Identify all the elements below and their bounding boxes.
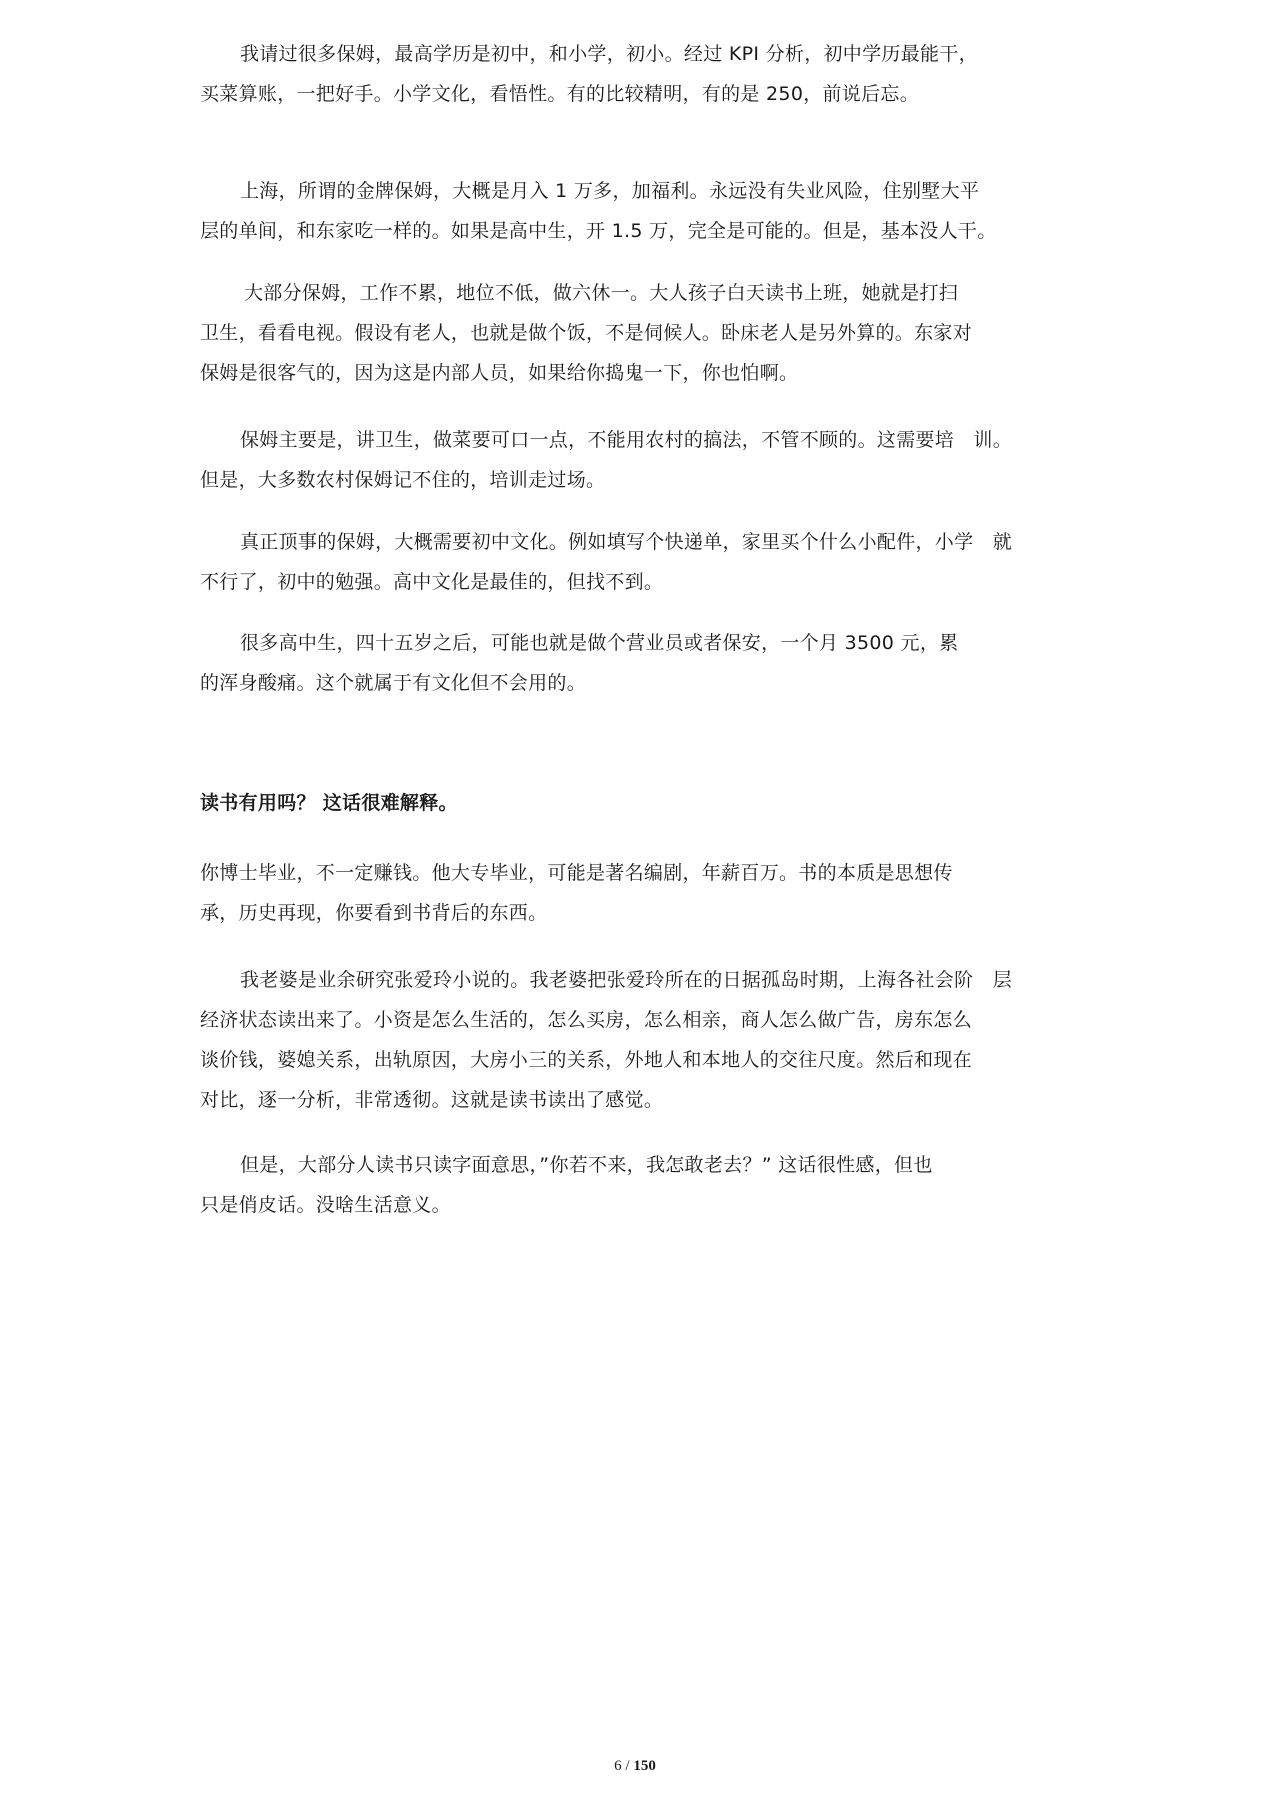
total-page-count: 150 [633,1758,656,1774]
text-line: 买菜算账，一把好手。小学文化，看悟性。有的比较精明，有的是 250，前说后忘。 [200,83,920,105]
text-line: 你博士毕业，不一定赚钱。他大专毕业，可能是著名编剧，年薪百万。书的本质是思想传 [200,862,953,884]
current-page-number: 6 [614,1758,622,1774]
text-line: 真正顶事的保姆，大概需要初中文化。例如填写个快递单，家里买个什么小配件，小学 就 [240,531,1013,553]
paragraph-wife-research [200,960,1100,1120]
text-line: 承，历史再现，你要看到书背后的东西。 [200,902,548,924]
paragraph-education-levels [200,34,1100,114]
text-line: 但是，大部分人读书只读字面意思，”你若不来，我怎敢老去？” 这话很性感，但也 [240,1154,933,1176]
text-line: 对比，逐一分析，非常透彻。这就是读书读出了感觉。 [200,1089,664,1111]
text-line: 层的单间，和东家吃一样的。如果是高中生，开 1.5 万，完全是可能的。但是，基本没人干。 [200,220,997,242]
text-line: 保姆主要是，讲卫生，做菜要可口一点，不能用农村的搞法，不管不顾的。这需要培 训。 [240,429,1013,451]
text-line: 谈价钱，婆媳关系，出轨原因，大房小三的关系，外地人和本地人的交往尺度。然后和现在 [200,1049,973,1071]
text-line: 不行了，初中的勉强。高中文化是最佳的，但找不到。 [200,571,664,593]
paragraph-capable-nanny [200,522,1100,602]
text-line: 大部分保姆，工作不累，地位不低，做六休一。大人孩子白天读书上班，她就是打扫 [244,282,959,304]
paragraph-high-school-graduates [200,623,1100,703]
paragraph-literal-reading [200,1145,1100,1225]
paragraph-gold-nanny [200,171,1100,251]
text-line: 上海，所谓的金牌保姆，大概是月入 1 万多，加福利。永远没有失业风险，住别墅大平 [240,180,980,202]
paragraph-work-conditions [200,273,1100,393]
text-line: 很多高中生，四十五岁之后，可能也就是做个营业员或者保安，一个月 3500 元，累 [240,632,959,654]
page-number [0,1758,1270,1775]
text-line: 的浑身酸痛。这个就属于有文化但不会用的。 [200,672,587,694]
text-line: 卫生，看看电视。假设有老人，也就是做个饭，不是伺候人。卧床老人是另外算的。东家对 [200,322,973,344]
text-line: 我老婆是业余研究张爱玲小说的。我老婆把张爱玲所在的日据孤岛时期，上海各社会阶 层 [240,969,1013,991]
text-line: 但是，大多数农村保姆记不住的，培训走过场。 [200,469,606,491]
text-line: 经济状态读出来了。小资是怎么生活的，怎么买房，怎么相亲，商人怎么做广告，房东怎么 [200,1009,973,1031]
text-line: 我请过很多保姆，最高学历是初中，和小学，初小。经过 KPI 分析，初中学历最能干， [240,43,978,65]
paragraph-phd-vs-college [200,853,1100,933]
page-separator: / [621,1758,634,1774]
text-line: 只是俏皮话。没啥生活意义。 [200,1194,451,1216]
text-line: 保姆是很客气的，因为这是内部人员，如果给你捣鬼一下，你也怕啊。 [200,362,799,384]
paragraph-hygiene-training [200,420,1100,500]
section-heading: 读书有用吗？ 这话很难解释。 [200,792,458,814]
